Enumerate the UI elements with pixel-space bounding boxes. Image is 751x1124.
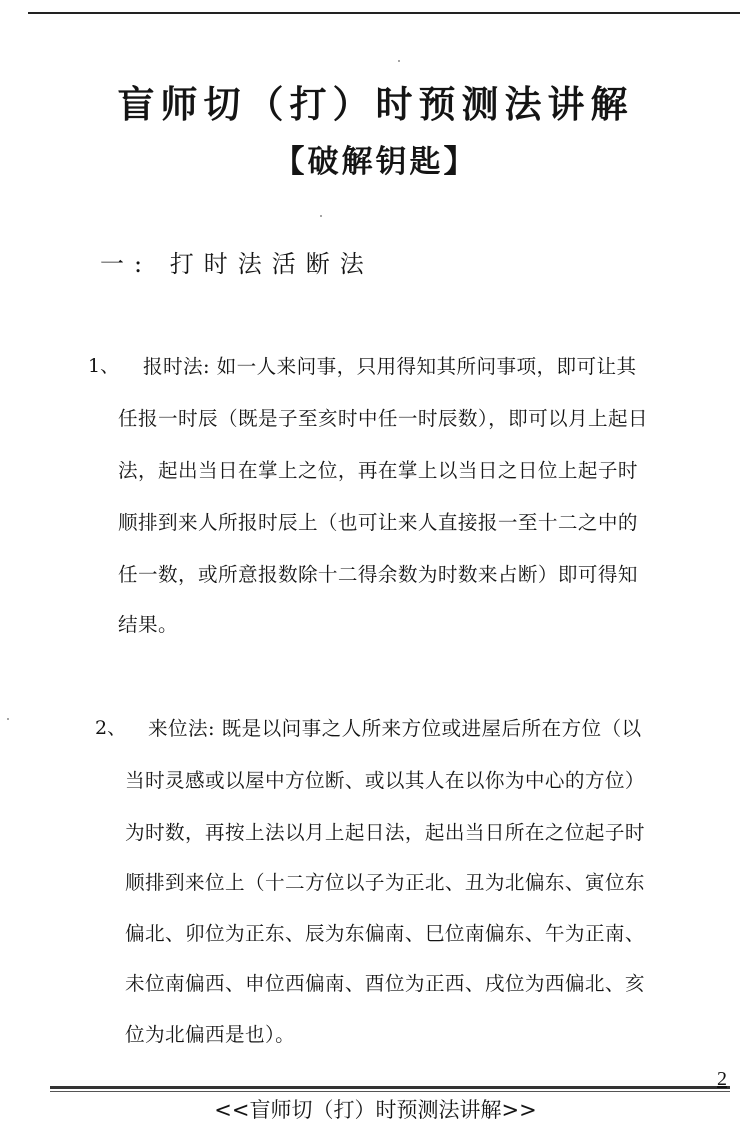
page-number: 2: [717, 1068, 727, 1090]
paragraph-line: 来位法: 既是以问事之人所来方位或进屋后所在方位（以: [148, 717, 642, 740]
footer-rule: [50, 1086, 730, 1089]
footer-rule-thin: [50, 1091, 730, 1092]
paragraph-line: 任报一时辰（既是子至亥时中任一时辰数），即可以月上起日: [118, 407, 649, 430]
paragraph-line: 法，起出当日在掌上之位，再在掌上以当日之日位上起子时: [118, 459, 638, 482]
scan-speck: [398, 60, 400, 62]
paragraph-line: 偏北、卯位为正东、辰为东偏南、巳位南偏东、午为正南、: [125, 922, 645, 945]
document-title: 盲师切（打）时预测法讲解: [117, 82, 634, 126]
page-footer: <<盲师切（打）时预测法讲解>>: [214, 1098, 537, 1122]
scan-speck: [7, 718, 9, 720]
paragraph-number: 2、: [95, 717, 127, 739]
document-subtitle: 【破解钥匙】: [273, 144, 478, 180]
paragraph-line: 位为北偏西是也）。: [125, 1023, 296, 1046]
paragraph-line: 顺排到来人所报时辰上（也可让来人直接报一至十二之中的: [118, 511, 638, 534]
top-rule: [28, 12, 740, 14]
scan-speck: [320, 215, 322, 217]
paragraph-line: 为时数，再按上法以月上起日法，起出当日所在之位起子时: [125, 821, 645, 844]
paragraph-line: 顺排到来位上（十二方位以子为正北、丑为北偏东、寅位东: [125, 871, 645, 894]
section-heading: 一: 打时法活断法: [100, 250, 374, 278]
paragraph-line: 当时灵感或以屋中方位断、或以其人在以你为中心的方位）: [125, 769, 645, 792]
paragraph-number: 1、: [88, 355, 120, 377]
paragraph-line: 结果。: [118, 613, 178, 636]
paragraph-line: 任一数，或所意报数除十二得余数为时数来占断）即可得知: [118, 563, 638, 586]
paragraph-line: 未位南偏西、申位西偏南、酉位为正西、戌位为西偏北、亥: [125, 972, 645, 995]
paragraph-line: 报时法: 如一人来问事，只用得知其所问事项，即可让其: [143, 355, 637, 378]
